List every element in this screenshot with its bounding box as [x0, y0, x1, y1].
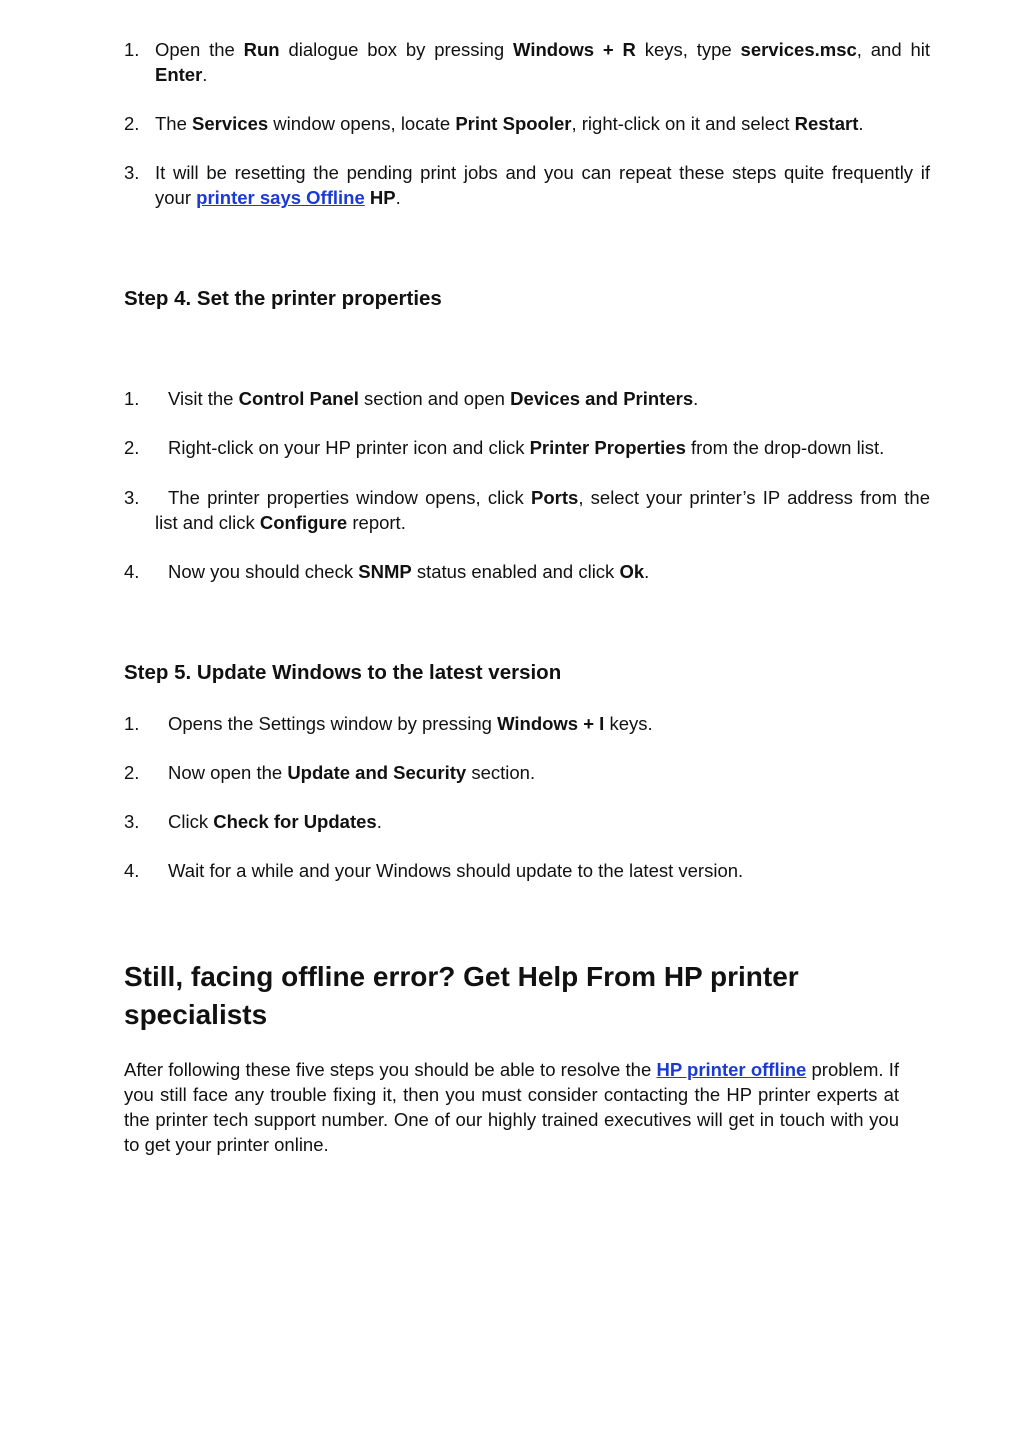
bold-text: Run: [243, 39, 280, 60]
text: from the drop-down list.: [685, 437, 885, 458]
text: status enabled and click: [411, 561, 620, 582]
text: Now open the: [168, 762, 288, 783]
text: Right-click on your HP printer icon and click: [168, 437, 530, 458]
list-item: [124, 858, 930, 883]
text: section and open: [358, 388, 511, 409]
list-item: [124, 160, 930, 210]
bold-text: Check for Updates: [213, 811, 377, 832]
text: The printer properties window opens, click: [168, 487, 532, 508]
text: Visit the: [168, 388, 239, 409]
list-item: [124, 111, 930, 136]
bold-text: Update and Security: [287, 762, 467, 783]
text: Open the: [155, 39, 244, 60]
bold-text: Printer Properties: [529, 437, 686, 458]
list-number: 1.: [124, 713, 140, 734]
list-number: 3.: [124, 162, 140, 183]
bold-text: Services: [192, 113, 269, 134]
list-item: [124, 386, 930, 411]
bold-text: Windows + I: [497, 713, 605, 734]
bold-text: services.msc: [740, 39, 857, 60]
list-number: 2.: [124, 437, 140, 458]
list-number: 1.: [124, 388, 140, 409]
text: Click: [168, 811, 214, 832]
list-item: [124, 485, 930, 535]
text: .: [395, 187, 401, 208]
text: After following these five steps you should be able to resolve the: [124, 1059, 657, 1080]
closing-heading: Still, facing offline error? Get Help From HP printer specialists: [124, 961, 799, 1030]
bold-text: Enter: [155, 64, 203, 85]
text: , select your printer’s IP address from the list and click: [155, 487, 931, 533]
text: report.: [347, 512, 406, 533]
step4-heading: Step 4. Set the printer properties: [124, 287, 442, 310]
list-item: [124, 435, 930, 460]
text: .: [858, 113, 864, 134]
text: section.: [466, 762, 536, 783]
text: Wait for a while and your Windows should update to the latest version.: [168, 860, 744, 881]
bold-text: Configure: [259, 512, 348, 533]
list-number: 2.: [124, 762, 140, 783]
text: , right-click on it and select: [571, 113, 795, 134]
text: .: [693, 388, 699, 409]
text: keys.: [604, 713, 653, 734]
hp-printer-offline-link[interactable]: HP printer offline: [656, 1059, 807, 1080]
bold-text: Control Panel: [238, 388, 359, 409]
list-number: 3.: [124, 487, 140, 508]
text: dialogue box by pressing: [279, 39, 514, 60]
text: .: [376, 811, 382, 832]
text: The: [155, 113, 193, 134]
list-number: 2.: [124, 113, 140, 134]
list-item: [124, 37, 930, 87]
list-item: [124, 809, 930, 834]
text: window opens, locate: [268, 113, 456, 134]
text: , and hit: [856, 39, 930, 60]
closing-paragraph: [124, 1057, 899, 1157]
list-item: [124, 711, 930, 736]
list-number: 3.: [124, 811, 140, 832]
text: .: [644, 561, 650, 582]
list-number: 4.: [124, 860, 140, 881]
bold-text: Print Spooler: [455, 113, 572, 134]
step5-heading: Step 5. Update Windows to the latest version: [124, 661, 562, 684]
bold-text: Devices and Printers: [510, 388, 694, 409]
list-item: [124, 760, 930, 785]
text: It will be resetting the pending print jobs and you can repeat these steps quite frequently if your: [155, 162, 930, 208]
text: Opens the Settings window by pressing: [168, 713, 498, 734]
bold-text: SNMP: [358, 561, 412, 582]
bold-text: HP: [369, 187, 396, 208]
list-item: [124, 559, 930, 584]
list-number: 1.: [124, 39, 140, 60]
printer-says-offline-link[interactable]: printer says Offline: [196, 187, 365, 208]
bold-text: Ports: [531, 487, 579, 508]
text: problem. If you still face any trouble fixing it, then you must consider contacting the HP printer experts at the printer tech support number. One of our highly trained executives will get in touch with you to get your printer online.: [124, 1059, 899, 1155]
bold-text: Ok: [619, 561, 645, 582]
text: .: [202, 64, 208, 85]
text: Now you should check: [168, 561, 359, 582]
text: keys, type: [635, 39, 741, 60]
list-number: 4.: [124, 561, 140, 582]
bold-text: Restart: [794, 113, 859, 134]
bold-text: Windows + R: [513, 39, 636, 60]
